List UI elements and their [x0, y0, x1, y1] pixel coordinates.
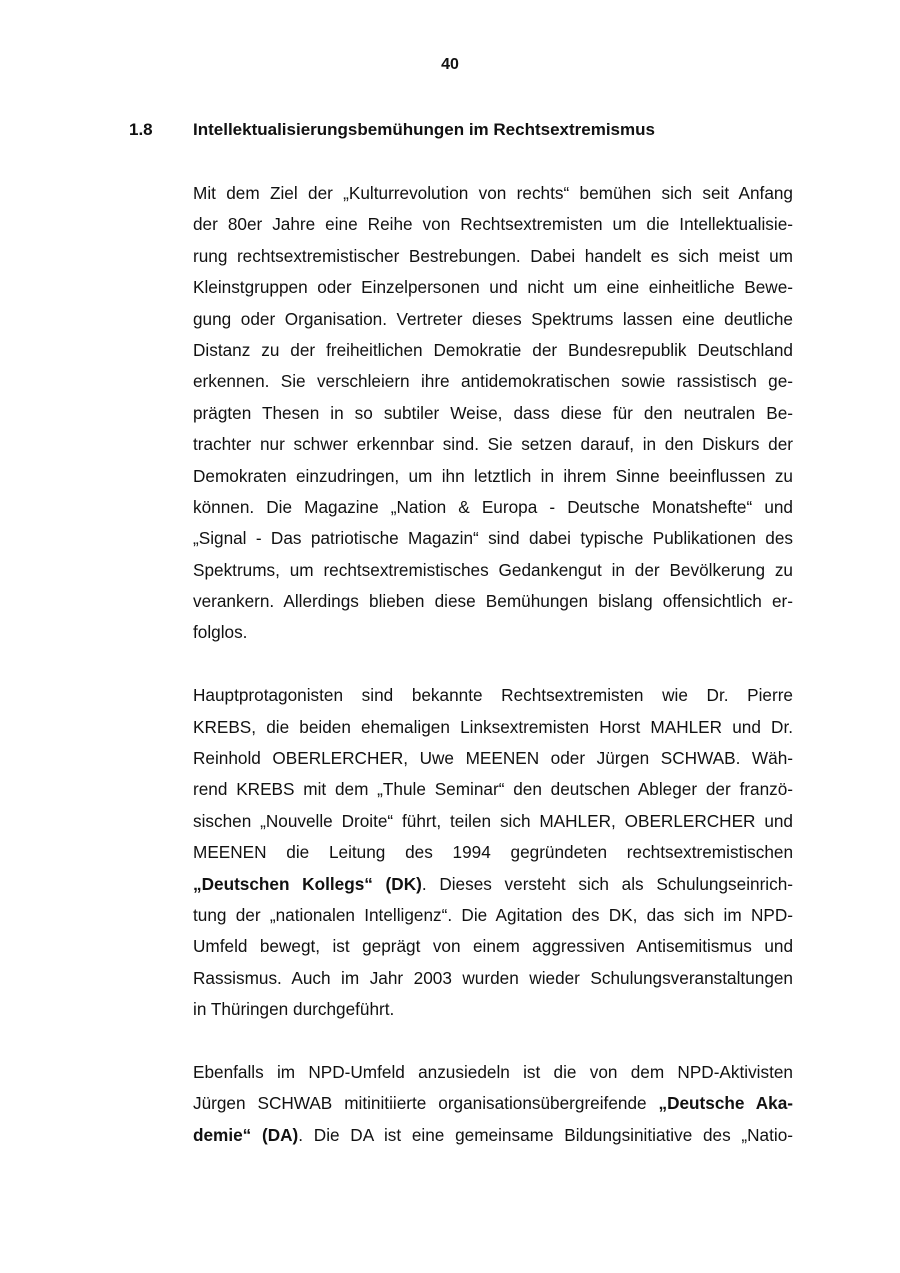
text-line [193, 1120, 793, 1151]
text-line: Hauptprotagonisten sind bekannte Rechtsextremisten wie Dr. Pierre [193, 685, 793, 706]
text-line: folglos. [193, 622, 248, 643]
text-fragment: . Dieses versteht sich als Schulungseinrich- [421, 873, 793, 894]
text-line: verankern. Allerdings blieben diese Bemühungen bislang offensichtlich er- [193, 591, 793, 612]
text-line: erkennen. Sie verschleiern ihre antidemokratischen sowie rassistisch ge- [193, 371, 793, 392]
text-fragment: . Die DA ist eine gemeinsame Bildungsinitiative des „Natio- [298, 1124, 793, 1145]
text-line: in Thüringen durchgeführt. [193, 999, 395, 1020]
text-line: trachter nur schwer erkennbar sind. Sie setzen darauf, in den Diskurs der [193, 434, 793, 455]
paragraph-1 [193, 178, 793, 649]
text-line: sischen „Nouvelle Droite“ führt, teilen sich MAHLER, OBERLERCHER und [193, 810, 793, 831]
body-text [193, 178, 793, 1151]
section-number: 1.8 [129, 120, 153, 139]
text-line: MEENEN die Leitung des 1994 gegründeten rechtsextremistischen [193, 842, 793, 863]
text-line: rend KREBS mit dem „Thule Seminar“ den deutschen Ableger der franzö- [193, 779, 793, 800]
text-line: der 80er Jahre eine Reihe von Rechtsextremisten um die Intellektualisie- [193, 214, 793, 235]
text-line: Demokraten einzudringen, um ihn letztlich in ihrem Sinne beeinflussen zu [193, 465, 793, 486]
text-fragment: Jürgen SCHWAB mitinitiierte organisationsübergreifende [193, 1093, 659, 1114]
section-heading [129, 120, 655, 140]
text-line: Rassismus. Auch im Jahr 2003 wurden wieder Schulungsveranstaltungen [193, 967, 793, 988]
text-line: „Signal - Das patriotische Magazin“ sind dabei typische Publikationen des [193, 528, 793, 549]
text-line: gung oder Organisation. Vertreter dieses Spektrums lassen eine deutliche [193, 308, 793, 329]
bold-term-da: demie“ (DA) [193, 1124, 299, 1145]
section-title: Intellektualisierungsbemühungen im Rechtsextremismus [193, 120, 655, 139]
text-line: Mit dem Ziel der „Kulturrevolution von rechts“ bemühen sich seit Anfang [193, 183, 793, 203]
text-line: können. Die Magazine „Nation & Europa - Deutsche Monatshefte“ und [193, 496, 793, 517]
text-line: prägten Thesen in so subtiler Weise, dass diese für den neutralen Be- [193, 402, 793, 423]
text-line: Spektrums, um rechtsextremistisches Gedankengut in der Bevölkerung zu [193, 559, 793, 580]
text-line: Umfeld bewegt, ist geprägt von einem aggressiven Antisemitismus und [193, 936, 793, 957]
paragraph-2 [193, 680, 793, 1025]
text-line: Reinhold OBERLERCHER, Uwe MEENEN oder Jürgen SCHWAB. Wäh- [193, 748, 793, 769]
paragraph-gap [193, 649, 793, 680]
text-line: Ebenfalls im NPD-Umfeld anzusiedeln ist die von dem NPD-Aktivisten [193, 1061, 793, 1082]
text-line: rung rechtsextremistischer Bestrebungen. Dabei handelt es sich meist um [193, 245, 793, 266]
page-number: 40 [441, 56, 459, 73]
text-line: Distanz zu der freiheitlichen Demokratie der Bundesrepublik Deutschland [193, 339, 793, 360]
bold-term-deutsche-akademie: „Deutsche Aka- [658, 1093, 793, 1114]
bold-term-deutsches-kolleg: „Deutschen Kollegs“ (DK) [193, 873, 422, 894]
paragraph-gap [193, 1026, 793, 1057]
text-line: tung der „nationalen Intelligenz“. Die Agitation des DK, das sich im NPD- [193, 904, 793, 925]
text-line: Kleinstgruppen oder Einzelpersonen und nicht um eine einheitliche Bewe- [193, 277, 793, 298]
text-line [193, 869, 793, 900]
text-line [193, 1088, 793, 1119]
text-line: KREBS, die beiden ehemaligen Linksextremisten Horst MAHLER und Dr. [193, 716, 793, 737]
paragraph-3 [193, 1057, 793, 1151]
